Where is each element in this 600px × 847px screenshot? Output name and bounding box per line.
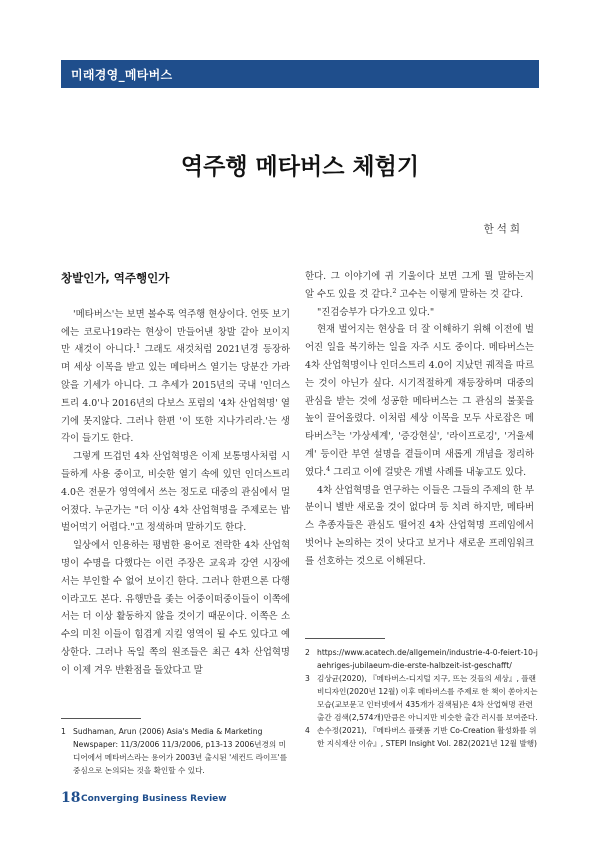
footnote bbox=[305, 724, 539, 750]
footnotes-left bbox=[61, 725, 290, 777]
footnote-number: 2 bbox=[305, 648, 310, 657]
footnotes-right bbox=[305, 646, 539, 750]
section-label: 미래경영_메타버스 bbox=[71, 68, 173, 82]
journal-name: Converging Business Review bbox=[81, 794, 227, 804]
paragraph: 4차 산업혁명을 연구하는 이들은 그들의 주제의 한 부분이니 별반 새로울 것이 없다며 등 치려 하지만, 메타버스 추종자들은 관심도 떨어진 4차 산업혁명 프레임에서 벗어나 논의하는 것이 낫다고 보거나 새로운 프레임워크를 선호하는 것으로 이해된다. bbox=[305, 484, 535, 567]
article-author: 한석희 bbox=[483, 223, 523, 235]
paragraph-text: 고수는 이렇게 말하는 것 같다. bbox=[396, 288, 524, 300]
paragraph-text: 현재 벌어지는 현상을 더 잘 이해하기 위해 이전에 벌어진 일을 복기하는 일을 자주 시도 중이다. 메타버스는 4차 산업혁명이나 인더스트리 4.0이 지났던 궤적을 따르는 것이 아닌가 싶다. 시기적절하게 재등장하며 대중의 관심을 받는 것에 성공한 메타버스는 그 관심의 불꽃을 높이 끌어올렸다. 이처럼 세상 이목을 모두 사로잡은 메타버스 bbox=[305, 324, 534, 443]
footnote bbox=[305, 646, 539, 672]
footnote bbox=[61, 725, 290, 777]
paragraph bbox=[61, 306, 290, 448]
footnote-number: 4 bbox=[305, 726, 310, 735]
section-heading: 창발인가, 역주행인가 bbox=[61, 271, 170, 285]
footnote-ref: 2 bbox=[392, 286, 397, 295]
paragraph bbox=[305, 321, 534, 481]
footnote-text: Sudhaman, Arun (2006) Asia's Media & Marketing Newspaper: 11/3/2006 11/3/2006, p13-13 2006년경의 미디어에서 메타버스라는 용어가 2003년 출시된 '세컨드 라이프'를 중심으로 논의되는 것을 확인할 수 있다. bbox=[73, 727, 288, 775]
page-number: 18 bbox=[61, 790, 81, 806]
footnote-text[interactable]: https://www.acatech.de/allgemein/industrie-4-0-feiert-10-jaehriges-jubilaeum-die-erste-halbzeit-ist-geschafft/ bbox=[317, 648, 538, 670]
paragraph bbox=[305, 268, 534, 304]
right-column bbox=[305, 268, 534, 571]
footnote-ref: 3 bbox=[332, 429, 337, 438]
quote-paragraph: "진검승부가 다가오고 있다." bbox=[317, 306, 435, 318]
paragraph-text: 그리고 이에 걸맞은 개별 사례를 내놓고도 있다. bbox=[330, 466, 527, 478]
footnote-number: 1 bbox=[61, 727, 66, 736]
footnote-text: 손수정(2021), 『메타버스 플랫폼 기반 Co-Creation 활성화를 위한 지식재산 이슈』, STEPI Insight Vol. 282(2021년 12월 발행) bbox=[317, 726, 537, 748]
article-title: 역주행 메타버스 체험기 bbox=[180, 154, 420, 180]
section-banner bbox=[61, 60, 539, 88]
footnote-number: 3 bbox=[305, 674, 310, 683]
footnote-ref: 1 bbox=[136, 342, 141, 351]
paragraph-text: 한다. 그 이야기에 귀 기울이다 보면 그게 뭘 말하는지 알 수도 있을 것 같다. bbox=[305, 271, 534, 300]
footnote-ref: 4 bbox=[326, 464, 331, 473]
footnote-divider bbox=[305, 638, 385, 639]
footnote bbox=[305, 672, 539, 724]
left-column bbox=[61, 270, 290, 680]
paragraph-text: 그래도 새것처럼 2021년경 등장하며 세상 이목을 받고 있는 메타버스 열기는 당분간 가라앉을 기세가 아니다. 그 추세가 2015년의 국내 '인더스트리 4.0'나 2016년의 다보스 포럼의 '4차 산업혁명' 열기에 못지않다. 그러나 한편 '이 또한 지나가리라.'는 생각이 들기도 한다. bbox=[61, 344, 290, 445]
paragraph: 그렇게 뜨겁던 4차 산업혁명은 이제 보통명사처럼 시들하게 사용 중이고, 비슷한 열기 속에 있던 인더스트리 4.0은 전문가 영역에서 쓰는 정도로 대중의 관심에서 멀어졌다. 누군가는 "더 이상 4차 산업혁명을 주제로는 밥 벌어먹기 어렵다."고 정색하며 말하기도 한다. bbox=[61, 451, 290, 534]
paragraph-text: 는 '가상세계', '증강현실', '라이프로깅', '거울세계' 등이란 부연 설명을 곁들이며 새롭게 개념을 정리하였다. bbox=[305, 431, 534, 478]
footnote-text: 김상균(2020), 『메타버스-디지털 지구, 뜨는 것들의 세상』, 플랜비디자인(2020년 12월) 이후 메타버스를 주제로 한 책이 쏟아지는 모습(교보문고 인터넷에서 435개가 검색됨)은 4차 산업혁명 관련 출간 검색(2,574개)만큼은 아니지만 비슷한 출간 러시를 보여준다. bbox=[317, 674, 538, 722]
footnote-divider bbox=[61, 718, 141, 719]
paragraph: 일상에서 인용하는 평범한 용어로 전락한 4차 산업혁명이 수명을 다했다는 이런 주장은 교육과 강연 시장에서는 부인할 수 없어 보이긴 한다. 그러나 한편으론 다행이라고도 본다. 유행만을 좇는 어중이떠중이들이 이쪽에서는 더 이상 활동하지 않을 것이기 때문이다. 이쪽은 소수의 미친 이들이 힘겹게 지킬 영역이 될 수도 있다고 예상한다. 그러나 독일 쪽의 원조들은 최근 4차 산업혁명이 이제 겨우 반환점을 돌았다고 말 bbox=[61, 540, 290, 676]
paragraph-text: '메타버스'는 보면 볼수록 역주행 현상이다. 언뜻 보기에는 코로나19라는 현상이 만들어낸 창발 같아 보이지만 새것이 아니다. bbox=[61, 308, 290, 356]
